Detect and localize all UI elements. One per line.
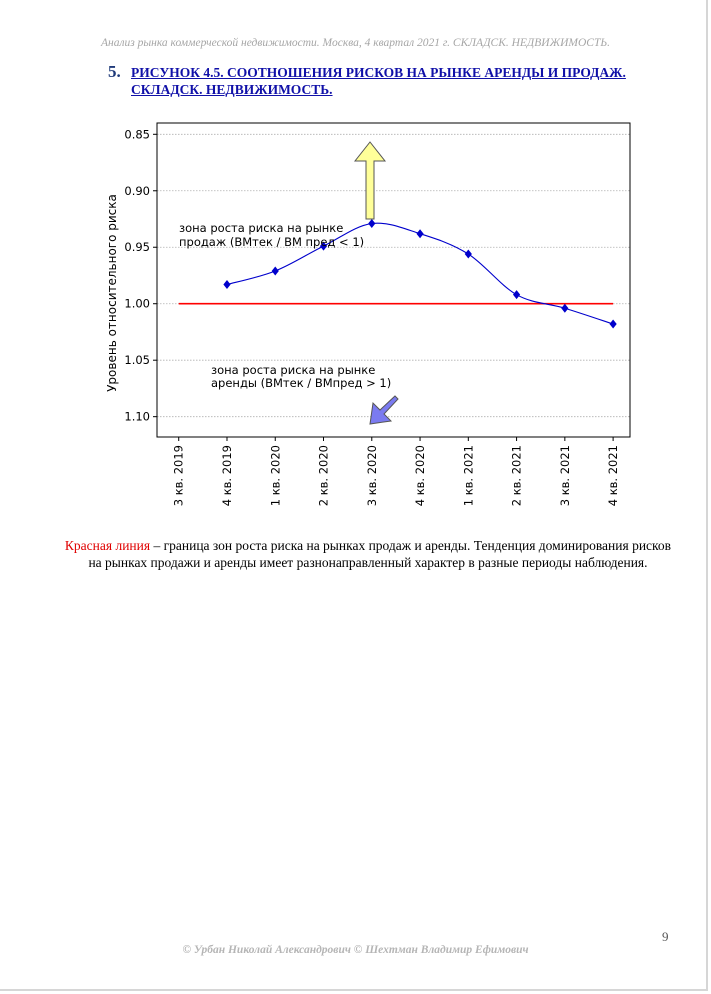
data-point bbox=[223, 280, 230, 289]
x-tick-label: 1 кв. 2021 bbox=[461, 445, 476, 507]
figure-caption bbox=[60, 537, 676, 571]
x-tick-label: 3 кв. 2020 bbox=[364, 445, 379, 507]
data-point bbox=[465, 250, 472, 259]
data-point bbox=[416, 229, 423, 238]
caption-highlight: Красная линия bbox=[64, 538, 151, 553]
x-tick-label: 4 кв. 2021 bbox=[606, 445, 621, 507]
x-tick-label: 2 кв. 2020 bbox=[316, 445, 331, 507]
x-axis-ticks bbox=[172, 437, 620, 506]
y-tick-label: 0.85 bbox=[124, 127, 150, 142]
risk-ratio-chart bbox=[95, 115, 640, 520]
annotation-sales-line-2: продаж (ВМтек / ВМ пред < 1) bbox=[179, 235, 365, 249]
annotation-sales-line-1: зона роста риска на рынке bbox=[179, 221, 344, 235]
page-number: 9 bbox=[662, 929, 669, 944]
x-tick-label: 4 кв. 2020 bbox=[413, 445, 428, 507]
data-point bbox=[610, 320, 617, 329]
annotation-rent-line-2: аренды (ВМтек / ВМпред > 1) bbox=[211, 376, 392, 390]
annotation-sales-zone bbox=[179, 221, 364, 249]
data-point bbox=[513, 290, 520, 299]
y-axis-label: Уровень относительного риска bbox=[105, 194, 119, 392]
x-tick-label: 1 кв. 2020 bbox=[268, 445, 283, 507]
figure-title: РИСУНОК 4.5. СООТНОШЕНИЯ РИСКОВ НА РЫНКЕ АРЕНДЫ И ПРОДАЖ. СКЛАДСК. НЕДВИЖИМОСТЬ. bbox=[131, 65, 626, 97]
figure-number: 5. bbox=[108, 62, 121, 81]
y-tick-label: 1.00 bbox=[124, 296, 150, 311]
annotation-rent-zone bbox=[211, 363, 391, 390]
y-tick-label: 1.10 bbox=[124, 409, 150, 424]
data-point bbox=[272, 266, 279, 275]
running-header: Анализ рынка коммерческой недвижимости. Москва, 4 квартал 2021 г. СКЛАДСК. НЕДВИЖИМОСТЬ. bbox=[100, 37, 611, 49]
annotation-rent-line-1: зона роста риска на рынке bbox=[211, 363, 376, 377]
x-tick-label: 3 кв. 2019 bbox=[171, 445, 186, 507]
up-arrow-icon bbox=[355, 142, 385, 219]
data-point bbox=[368, 219, 375, 228]
y-tick-label: 0.95 bbox=[124, 240, 150, 255]
y-tick-label: 1.05 bbox=[124, 353, 150, 368]
down-left-arrow-icon bbox=[370, 396, 398, 424]
caption-text: – граница зон роста риска на рынках продаж и аренды. Тенденция доминирования рисков на рынках продажи и аренды имеет разнонаправленный характер в разные периоды наблюдения. bbox=[88, 538, 672, 570]
x-tick-label: 2 кв. 2021 bbox=[509, 445, 524, 507]
y-axis-ticks bbox=[124, 127, 157, 423]
copyright-footer: © Урбан Николай Александрович © Шехтман Владимир Ефимович bbox=[182, 944, 529, 956]
x-tick-label: 3 кв. 2021 bbox=[557, 445, 572, 507]
data-point bbox=[561, 304, 568, 313]
y-tick-label: 0.90 bbox=[124, 183, 150, 198]
x-tick-label: 4 кв. 2019 bbox=[219, 445, 234, 507]
